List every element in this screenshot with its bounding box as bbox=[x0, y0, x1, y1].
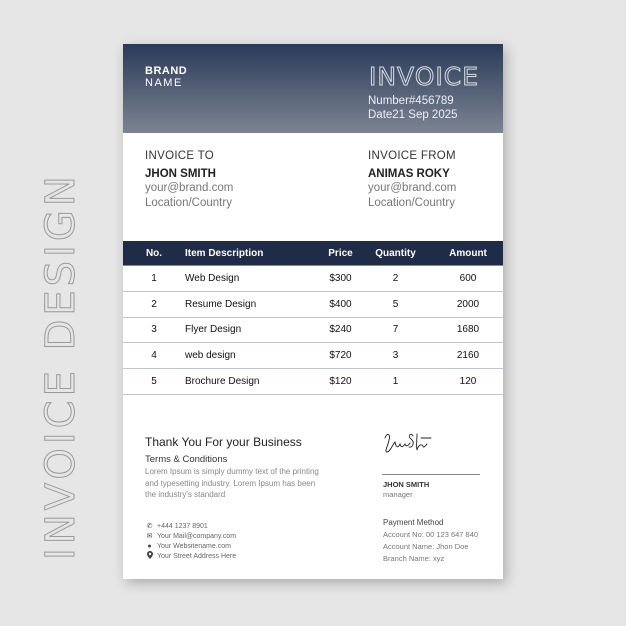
signer-role: manager bbox=[383, 490, 413, 499]
invoice-to-label: INVOICE TO bbox=[145, 150, 215, 162]
address-text: Your Street Address Here bbox=[157, 553, 237, 561]
invoice-to-email: your@brand.com bbox=[145, 182, 234, 194]
invoice-title: INVOICE bbox=[368, 62, 479, 91]
signature-graphic bbox=[381, 430, 441, 466]
row-description: Web Design bbox=[185, 266, 323, 292]
table-row bbox=[123, 317, 503, 343]
invoice-from-location: Location/Country bbox=[368, 197, 455, 209]
row-description: Flyer Design bbox=[185, 317, 323, 343]
mail-text: Your Mail@company.com bbox=[157, 532, 237, 540]
table-row bbox=[123, 369, 503, 395]
row-amount: 2160 bbox=[433, 343, 503, 369]
contact-phone bbox=[145, 522, 236, 532]
table-row bbox=[123, 343, 503, 369]
items-table bbox=[123, 241, 503, 395]
payment-branch: Branch Name: xyz bbox=[383, 554, 445, 563]
thanks-message: Thank You For your Business bbox=[145, 435, 302, 449]
col-no: No. bbox=[123, 241, 185, 266]
phone-icon: ✆ bbox=[146, 523, 153, 530]
row-price: $120 bbox=[323, 369, 358, 395]
invoice-from bbox=[368, 150, 456, 210]
invoice-date: Date21 Sep 2025 bbox=[368, 109, 458, 121]
payment-account-no: Account No: 00 123 647 840 bbox=[383, 530, 479, 539]
signer-block bbox=[383, 480, 429, 499]
table-header-row bbox=[123, 241, 503, 266]
contact-address bbox=[145, 551, 236, 563]
row-description: Brochure Design bbox=[185, 369, 323, 395]
invoice-header bbox=[123, 44, 503, 133]
payment-method bbox=[383, 517, 478, 565]
signer-name: JHON SMITH bbox=[383, 480, 430, 489]
row-quantity: 5 bbox=[358, 291, 433, 317]
invoice-from-email: your@brand.com bbox=[368, 182, 457, 194]
invoice-to-name: JHON SMITH bbox=[145, 168, 216, 180]
terms-line: the industry's standard bbox=[145, 490, 226, 499]
side-title: INVOICE DESIGN bbox=[38, 172, 84, 560]
globe-icon: ● bbox=[147, 542, 152, 550]
row-amount: 1680 bbox=[433, 317, 503, 343]
table-row bbox=[123, 266, 503, 292]
invoice-to bbox=[145, 150, 233, 210]
mail-icon: ✉ bbox=[146, 532, 153, 540]
terms-text bbox=[145, 466, 325, 501]
payment-account-name: Account Name: Jhon Doe bbox=[383, 542, 469, 551]
contact-mail bbox=[145, 532, 236, 542]
invoice-from-label: INVOICE FROM bbox=[368, 150, 456, 162]
row-quantity: 2 bbox=[358, 266, 433, 292]
phone-text: +444 1237 8901 bbox=[157, 523, 208, 530]
row-no: 5 bbox=[123, 369, 185, 395]
row-price: $300 bbox=[323, 266, 358, 292]
row-amount: 2000 bbox=[433, 291, 503, 317]
contact-list bbox=[145, 522, 236, 563]
website-text: Your Websitename.com bbox=[157, 542, 231, 550]
brand-logo bbox=[145, 65, 187, 89]
terms-line: Lorem Ipsum is simply dummy text of the printing bbox=[145, 467, 319, 476]
row-price: $400 bbox=[323, 291, 358, 317]
payment-title: Payment Method bbox=[383, 518, 444, 527]
col-description: Item Description bbox=[185, 241, 323, 266]
contact-website bbox=[145, 542, 236, 552]
row-description: web design bbox=[185, 343, 323, 369]
terms-line: and typesetting industry. Lorem Ipsum has been bbox=[145, 478, 316, 488]
invoice-meta bbox=[368, 94, 458, 122]
row-no: 1 bbox=[123, 266, 185, 292]
row-price: $720 bbox=[323, 343, 358, 369]
col-price: Price bbox=[323, 241, 358, 266]
col-amount: Amount bbox=[433, 241, 503, 266]
invoice-number: Number#456789 bbox=[368, 95, 454, 107]
row-amount: 120 bbox=[433, 369, 503, 395]
col-quantity: Quantity bbox=[358, 241, 433, 266]
brand-line2: NAME bbox=[145, 77, 183, 89]
row-amount: 600 bbox=[433, 266, 503, 292]
row-quantity: 7 bbox=[358, 317, 433, 343]
row-price: $240 bbox=[323, 317, 358, 343]
location-pin-icon bbox=[145, 551, 154, 563]
row-quantity: 3 bbox=[358, 343, 433, 369]
row-quantity: 1 bbox=[358, 369, 433, 395]
row-no: 3 bbox=[123, 317, 185, 343]
signature-line bbox=[382, 474, 480, 475]
invoice-page bbox=[123, 44, 503, 579]
brand-line1: BRAND bbox=[145, 65, 188, 77]
table-row bbox=[123, 291, 503, 317]
row-no: 2 bbox=[123, 291, 185, 317]
row-no: 4 bbox=[123, 343, 185, 369]
terms-title: Terms & Conditions bbox=[145, 454, 228, 465]
invoice-from-name: ANIMAS ROKY bbox=[368, 168, 450, 180]
invoice-to-location: Location/Country bbox=[145, 197, 232, 209]
row-description: Resume Design bbox=[185, 291, 323, 317]
